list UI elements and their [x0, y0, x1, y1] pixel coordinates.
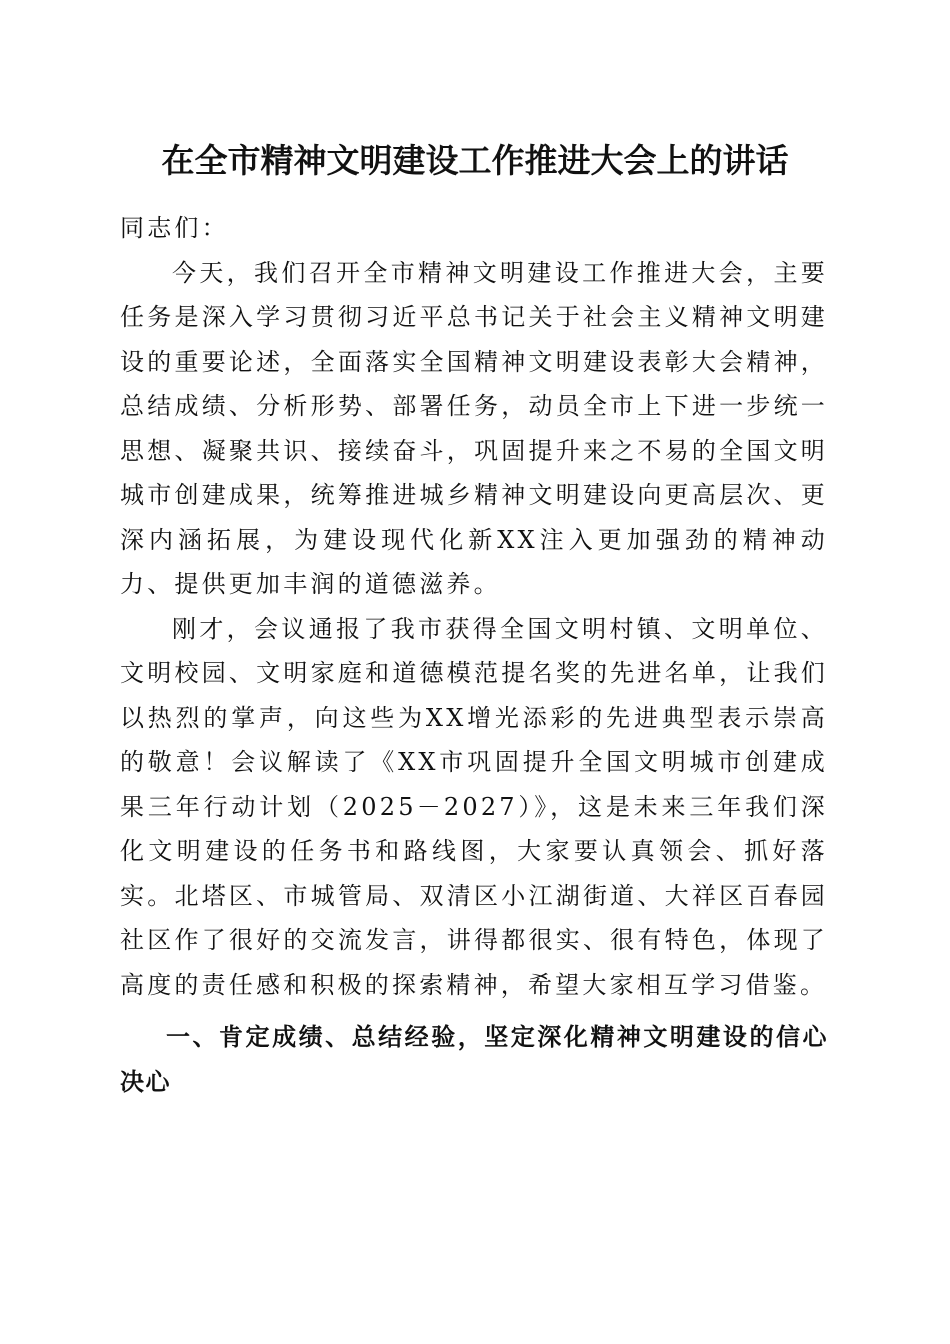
paragraph-opening: 今天，我们召开全市精神文明建设工作推进大会，主要任务是深入学习贯彻习近平总书记关于社会主义精神文明建设的重要论述，全面落实全国精神文明建设表彰大会精神，总结成绩、分析形势、部署任务，动员全市上下进一步统一思想、凝聚共识、接续奋斗，巩固提升来之不易的全国文明城市创建成果，统筹推进城乡精神文明建设向更高层次、更深内涵拓展，为建设现代化新XX注入更加强劲的精神动力、提供更加丰润的道德滋养。	[120, 258, 828, 598]
document-body	[120, 206, 828, 1104]
salutation: 同志们：	[120, 214, 229, 242]
document-title: 在全市精神文明建设工作推进大会上的讲话	[161, 141, 789, 180]
paragraph-meeting-review: 刚才，会议通报了我市获得全国文明村镇、文明单位、文明校园、文明家庭和道德模范提名奖的先进名单，让我们以热烈的掌声，向这些为XX增光添彩的先进典型表示崇高的敬意！会议解读了《XX市巩固提升全国文明城市创建成果三年行动计划（2025－2027）》，这是未来三年我们深化文明建设的任务书和路线图，大家要认真领会、抓好落实。北塔区、市城管局、双清区小江湖街道、大祥区百春园社区作了很好的交流发言，讲得都很实、很有特色，体现了高度的责任感和积极的探索精神，希望大家相互学习借鉴。	[120, 614, 828, 999]
section-heading-1: 一、肯定成绩、总结经验，坚定深化精神文明建设的信心决心	[120, 1023, 828, 1096]
